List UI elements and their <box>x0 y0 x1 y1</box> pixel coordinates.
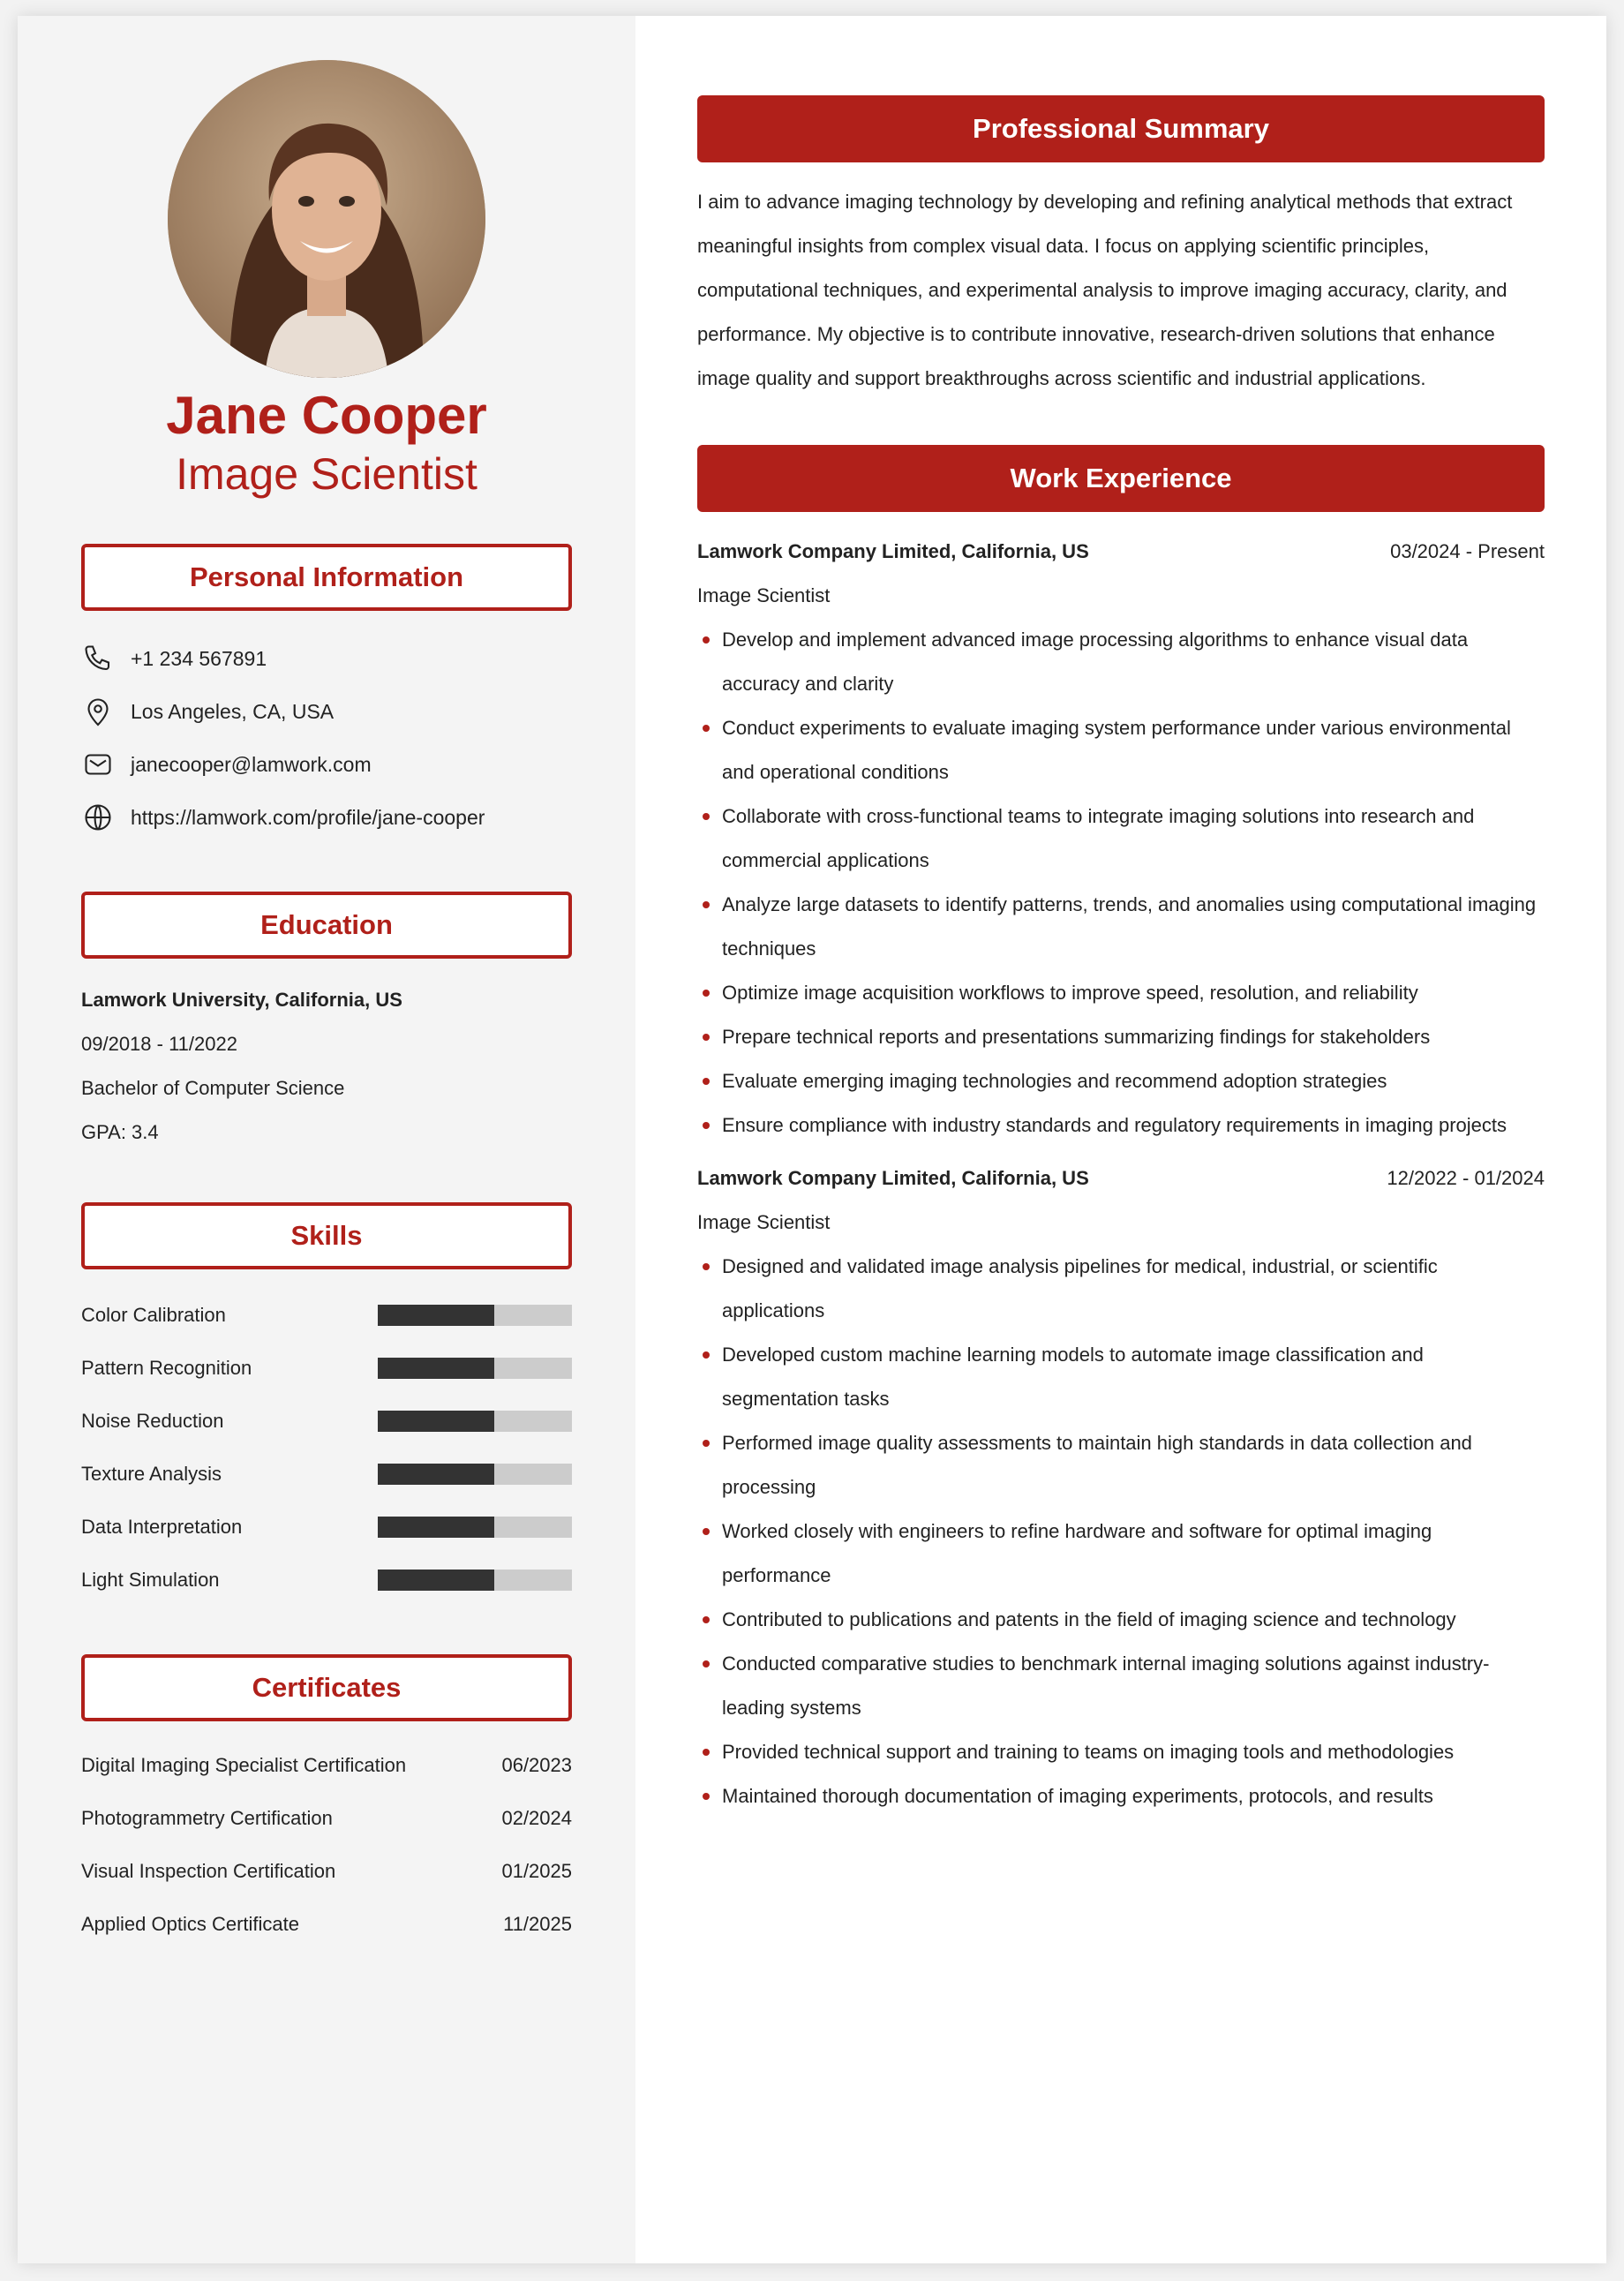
certificate-item <box>81 1739 572 1792</box>
globe-icon <box>81 801 115 834</box>
skill-bar <box>378 1411 572 1432</box>
skill-item <box>81 1342 572 1395</box>
bullet-item: Conducted comparative studies to benchmark internal imaging solutions against industry-leading systems <box>697 1642 1545 1730</box>
personal-info-heading: Personal Information <box>81 544 572 611</box>
bullet-item: Evaluate emerging imaging technologies and recommend adoption strategies <box>697 1059 1545 1103</box>
job-role: Image Scientist <box>697 584 831 606</box>
website-link[interactable]: https://lamwork.com/profile/jane-cooper <box>131 805 485 829</box>
work-experience-heading: Work Experience <box>697 445 1545 512</box>
bullet-item: Provided technical support and training to teams on imaging tools and methodologies <box>697 1730 1545 1774</box>
main-content <box>635 16 1606 2263</box>
avatar <box>168 60 485 378</box>
skill-bar <box>378 1517 572 1538</box>
location-text: Los Angeles, CA, USA <box>131 699 335 723</box>
certificate-date: 06/2023 <box>501 1754 572 1776</box>
skill-item <box>81 1501 572 1554</box>
bullet-item: Maintained thorough documentation of imaging experiments, protocols, and results <box>697 1774 1545 1818</box>
skills-list <box>81 1289 572 1607</box>
certificate-item <box>81 1898 572 1951</box>
certificates-heading: Certificates <box>81 1654 572 1721</box>
skill-name: Texture Analysis <box>81 1463 222 1485</box>
resume-page <box>18 16 1606 2263</box>
profile-photo <box>168 60 485 378</box>
certificate-date: 02/2024 <box>501 1807 572 1829</box>
skill-bar-fill <box>378 1517 494 1538</box>
certificates-list <box>81 1739 572 1951</box>
company-name: Lamwork Company Limited, California, US <box>697 1167 1089 1189</box>
bullet-item: Prepare technical reports and presentations summarizing findings for stakeholders <box>697 1015 1545 1059</box>
bullet-item: Ensure compliance with industry standards and regulatory requirements in imaging projects <box>697 1103 1545 1148</box>
contact-website <box>81 791 572 844</box>
job-header <box>697 530 1545 574</box>
skill-bar-fill <box>378 1358 494 1379</box>
bullet-item: Worked closely with engineers to refine hardware and software for optimal imaging performance <box>697 1509 1545 1598</box>
summary-heading: Professional Summary <box>697 95 1545 162</box>
bullet-item: Optimize image acquisition workflows to improve speed, resolution, and reliability <box>697 971 1545 1015</box>
job-header <box>697 1156 1545 1201</box>
phone-text: +1 234 567891 <box>131 646 267 670</box>
job-dates: 12/2022 - 01/2024 <box>1387 1167 1545 1189</box>
job-bullets <box>697 1245 1545 1818</box>
person-name: Jane Cooper <box>166 386 487 445</box>
job-entry <box>697 530 1545 1148</box>
contact-list <box>81 632 572 844</box>
job-bullets <box>697 618 1545 1148</box>
skill-bar <box>378 1570 572 1591</box>
job-dates: 03/2024 - Present <box>1390 540 1545 562</box>
bullet-item: Collaborate with cross-functional teams to integrate imaging solutions into research and commercial applications <box>697 794 1545 883</box>
skill-bar-fill <box>378 1305 494 1326</box>
contact-phone <box>81 632 572 685</box>
skills-heading: Skills <box>81 1202 572 1269</box>
certificate-name: Digital Imaging Specialist Certification <box>81 1754 407 1776</box>
certificate-item <box>81 1792 572 1845</box>
education-entry <box>81 978 572 1155</box>
gpa: GPA: 3.4 <box>81 1121 159 1143</box>
skill-name: Data Interpretation <box>81 1516 243 1538</box>
skill-name: Pattern Recognition <box>81 1357 252 1379</box>
skill-item <box>81 1554 572 1607</box>
company-name: Lamwork Company Limited, California, US <box>697 540 1089 562</box>
certificate-name: Applied Optics Certificate <box>81 1913 299 1935</box>
bullet-item: Performed image quality assessments to maintain high standards in data collection and processing <box>697 1421 1545 1509</box>
job-entry <box>697 1156 1545 1818</box>
certificate-date: 11/2025 <box>503 1913 572 1935</box>
skill-bar-fill <box>378 1570 494 1591</box>
skill-name: Light Simulation <box>81 1569 220 1591</box>
skill-bar <box>378 1358 572 1379</box>
skill-bar <box>378 1464 572 1485</box>
job-role: Image Scientist <box>697 1211 831 1233</box>
sidebar <box>18 16 635 2263</box>
contact-location <box>81 685 572 738</box>
bullet-item: Develop and implement advanced image processing algorithms to enhance visual data accuracy and clarity <box>697 618 1545 706</box>
bullet-item: Designed and validated image analysis pipelines for medical, industrial, or scientific applications <box>697 1245 1545 1333</box>
certificate-name: Visual Inspection Certification <box>81 1860 336 1882</box>
contact-email <box>81 738 572 791</box>
skill-item <box>81 1289 572 1342</box>
certificate-name: Photogrammetry Certification <box>81 1807 333 1829</box>
skill-bar-fill <box>378 1464 494 1485</box>
education-dates: 09/2018 - 11/2022 <box>81 1033 237 1055</box>
skill-item <box>81 1395 572 1448</box>
bullet-item: Developed custom machine learning models to automate image classification and segmentation tasks <box>697 1333 1545 1421</box>
skill-bar-fill <box>378 1411 494 1432</box>
certificate-item <box>81 1845 572 1898</box>
certificate-date: 01/2025 <box>501 1860 572 1882</box>
skill-item <box>81 1448 572 1501</box>
location-pin-icon <box>81 695 115 728</box>
bullet-item: Conduct experiments to evaluate imaging system performance under various environmental and operational conditions <box>697 706 1545 794</box>
bullet-item: Contributed to publications and patents in the field of imaging science and technology <box>697 1598 1545 1642</box>
job-title: Image Scientist <box>176 449 477 499</box>
education-heading: Education <box>81 892 572 959</box>
skill-name: Color Calibration <box>81 1304 226 1326</box>
school-name: Lamwork University, California, US <box>81 989 402 1011</box>
summary-text: I aim to advance imaging technology by developing and refining analytical methods that extract meaningful insights from complex visual data. I focus on applying scientific principles, computational techniques, and experimental analysis to improve imaging accuracy, clarity, and performance. My objective is to contribute innovative, research-driven solutions that enhance image quality and support breakthroughs across scientific and industrial applications. <box>697 191 1513 389</box>
envelope-icon <box>81 748 115 781</box>
skill-name: Noise Reduction <box>81 1410 224 1432</box>
phone-icon <box>81 642 115 675</box>
skill-bar <box>378 1305 572 1326</box>
email-text[interactable]: janecooper@lamwork.com <box>131 752 372 776</box>
bullet-item: Analyze large datasets to identify patterns, trends, and anomalies using computational imaging techniques <box>697 883 1545 971</box>
degree: Bachelor of Computer Science <box>81 1077 345 1099</box>
